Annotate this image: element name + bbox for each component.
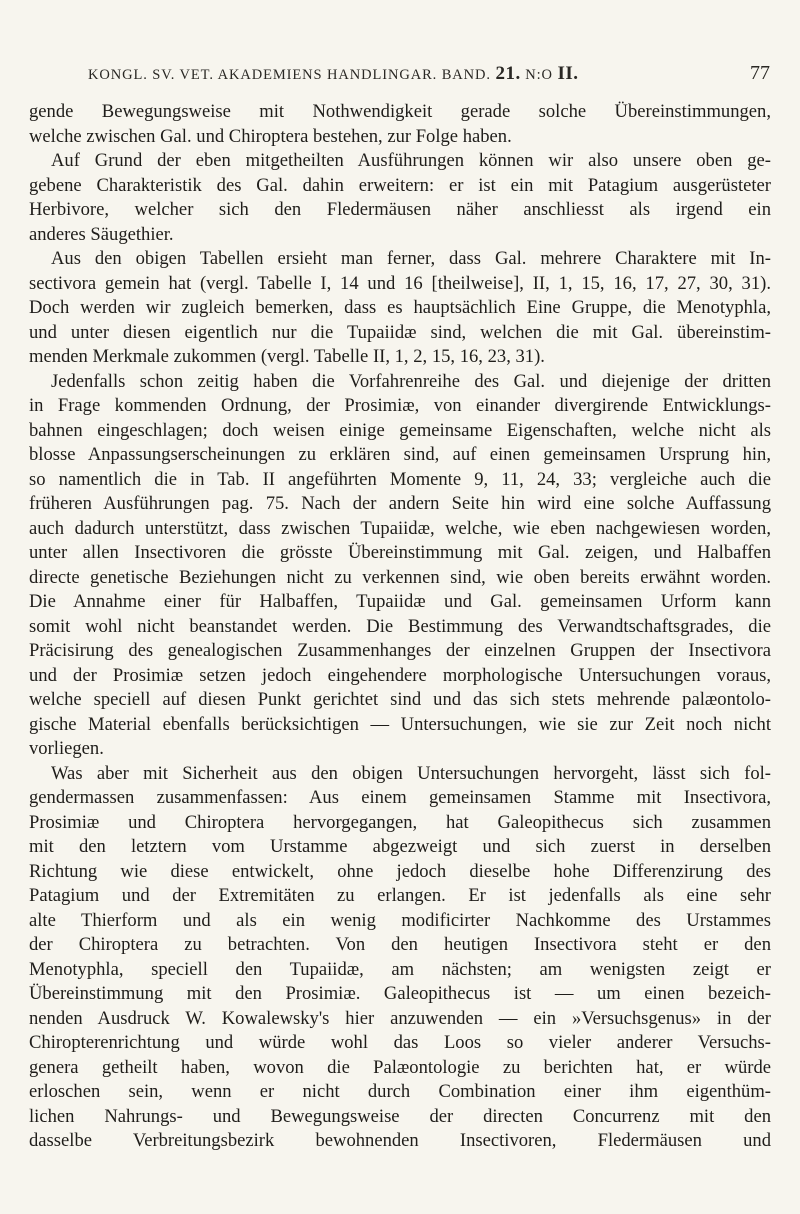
text-line: welche speciell auf diesen Punkt gerichtet sind und das sich stets mehrende palæontolo- [29, 689, 771, 710]
running-header [88, 62, 770, 92]
text-line: Präcisirung des genealogischen Zusammenhanges der einzelnen Gruppen der Insectivora [29, 640, 771, 661]
text-line: Jedenfalls schon zeitig haben die Vorfahrenreihe des Gal. und diejenige der dritten [51, 370, 771, 392]
text-line: Herbivore, welcher sich den Fledermäusen näher anschliesst als irgend ein [29, 199, 771, 220]
text-line: menden Merkmale zukommen (vergl. Tabelle II, 1, 2, 15, 16, 23, 31). [29, 346, 545, 367]
text-line: Aus den obigen Tabellen ersieht man ferner, dass Gal. mehrere Charaktere mit In- [51, 248, 771, 269]
text-line: gische Material ebenfalls berücksichtigen — Untersuchungen, wie sie zur Zeit noch nicht [29, 713, 771, 735]
body-text [29, 100, 771, 1154]
issue-number: II. [557, 63, 579, 84]
text-line: nenden Ausdruck W. Kowalewsky's hier anzuwenden — ein »Versuchsgenus» in der [29, 1007, 771, 1029]
text-line: so namentlich die in Tab. II angeführten Momente 9, 11, 24, 33; vergleiche auch die [29, 468, 771, 490]
text-line: Patagium und der Extremitäten zu erlangen. Er ist jedenfalls als eine sehr [29, 885, 771, 906]
number-label: N:O [525, 67, 553, 83]
text-line: gendermassen zusammenfassen: Aus einem gemeinsamen Stamme mit Insectivora, [29, 787, 771, 808]
text-line: unter allen Insectivoren die grösste Übereinstimmung mit Gal. zeigen, und Halbaffen [29, 542, 771, 563]
text-line: alte Thierform und als ein wenig modificirter Nachkomme des Urstammes [29, 909, 771, 931]
text-line: auch dadurch unterstützt, dass zwischen Tupaiidæ, welche, wie eben nachgewiesen worden, [29, 517, 771, 539]
text-line: Was aber mit Sicherheit aus den obigen Untersuchungen hervorgeht, lässt sich fol- [51, 762, 771, 784]
text-line: welche zwischen Gal. und Chiroptera bestehen, zur Folge haben. [29, 125, 512, 147]
page-number: 77 [750, 62, 770, 84]
journal-title: KONGL. SV. VET. AKADEMIENS HANDLINGAR. BAND. [88, 67, 491, 83]
text-line: mit den letztern vom Urstamme abgezweigt und sich zuerst in derselben [29, 836, 771, 857]
text-line: und der Prosimiæ setzen jedoch eingehendere morphologische Untersuchungen voraus, [29, 664, 771, 686]
text-line: Die Annahme einer für Halbaffen, Tupaiidæ und Gal. gemeinsamen Urform kann [29, 591, 771, 612]
text-line: Richtung wie diese entwickelt, ohne jedoch dieselbe hohe Differenzirung des [29, 860, 771, 882]
text-line: Chiropterenrichtung und würde wohl das Loos so vieler anderer Versuchs- [29, 1032, 771, 1053]
text-line: genera getheilt haben, wovon die Palæontologie zu berichten hat, er würde [29, 1056, 771, 1078]
text-line: Prosimiæ und Chiroptera hervorgegangen, hat Galeopithecus sich zusammen [29, 811, 771, 833]
text-line: erloschen sein, wenn er nicht durch Combination einer ihm eigenthüm- [29, 1081, 771, 1102]
text-line: Doch werden wir zugleich bemerken, dass es hauptsächlich Eine Gruppe, die Menotyphla, [29, 297, 771, 318]
text-line: Auf Grund der eben mitgetheilten Ausführungen können wir also unsere oben ge- [51, 150, 771, 171]
text-line: vorliegen. [29, 738, 104, 759]
text-line: somit wohl nicht beanstandet werden. Die Bestimmung des Verwandtschaftsgrades, die [29, 615, 771, 637]
text-line: blosse Anpassungserscheinungen zu erklären sind, auf einen gemeinsamen Ursprung hin, [29, 444, 771, 465]
text-line: Menotyphla, speciell den Tupaiidæ, am nächsten; am wenigsten zeigt er [29, 958, 771, 980]
text-line: früheren Ausführungen pag. 75. Nach der andern Seite hin wird eine solche Auffassung [29, 493, 771, 514]
text-line: in Frage kommenden Ordnung, der Prosimiæ, von einander divergirende Entwicklungs- [29, 395, 771, 416]
text-line: sectivora gemein hat (vergl. Tabelle I, 14 und 16 [theilweise], II, 1, 15, 16, 17, 27, 30, 31). [29, 272, 771, 294]
text-line: dasselbe Verbreitungsbezirk bewohnenden Insectivoren, Fledermäusen und [29, 1130, 771, 1151]
text-line: Übereinstimmung mit den Prosimiæ. Galeopithecus ist — um einen bezeich- [29, 983, 771, 1004]
text-line: gebene Charakteristik des Gal. dahin erweitern: er ist ein mit Patagium ausgerüsteter [29, 174, 771, 196]
text-line: directe genetische Beziehungen nicht zu verkennen sind, wie oben bereits erwähnt worden. [29, 566, 771, 588]
running-title [88, 63, 578, 85]
text-line: gende Bewegungsweise mit Nothwendigkeit gerade solche Übereinstimmungen, [29, 101, 771, 122]
text-line: und unter diesen eigentlich nur die Tupaiidæ sind, welchen die mit Gal. übereinstim- [29, 321, 771, 343]
text-line: bahnen eingeschlagen; doch weisen einige gemeinsame Eigenschaften, welche nicht als [29, 419, 771, 441]
text-line: lichen Nahrungs- und Bewegungsweise der directen Concurrenz mit den [29, 1105, 771, 1127]
text-line: anderes Säugethier. [29, 223, 174, 245]
volume-number: 21. [495, 63, 521, 84]
text-line: der Chiroptera zu betrachten. Von den heutigen Insectivora steht er den [29, 934, 771, 955]
